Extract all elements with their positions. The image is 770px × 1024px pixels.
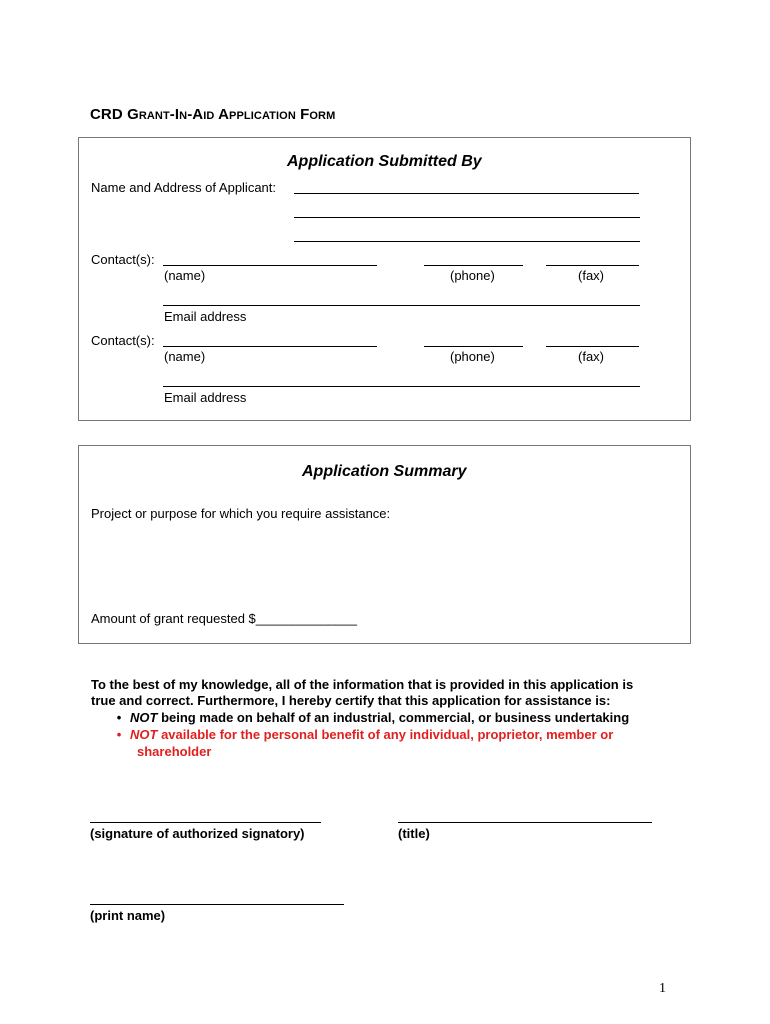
contact-1-fax-caption: (fax)	[578, 268, 604, 283]
title-field[interactable]	[398, 822, 652, 823]
certification-line-2: true and correct. Furthermore, I hereby certify that this application for assistance is:	[91, 693, 611, 708]
project-purpose-field[interactable]	[91, 526, 676, 606]
name-address-field-3[interactable]	[294, 241, 640, 242]
certification-bullet-2-continuation: shareholder	[137, 744, 212, 759]
bullet-icon: •	[116, 710, 122, 725]
bullet-1-text: being made on behalf of an industrial, commercial, or business undertaking	[157, 710, 630, 725]
page-number: 1	[659, 981, 666, 996]
print-name-caption: (print name)	[90, 908, 166, 923]
contact-2-name-field[interactable]	[163, 346, 377, 347]
contact-2-email-field[interactable]	[163, 386, 640, 387]
grant-amount-label: Amount of grant requested $______________	[91, 611, 357, 626]
summary-section-heading: Application Summary	[302, 463, 467, 480]
name-address-label: Name and Address of Applicant:	[91, 180, 277, 195]
print-name-field[interactable]	[90, 904, 344, 905]
grant-amount-field[interactable]	[270, 610, 374, 626]
contact-2-fax-caption: (fax)	[578, 349, 604, 364]
name-address-field-2[interactable]	[294, 217, 640, 218]
bullet-1-emphasis: NOT	[130, 710, 158, 725]
contact-1-fax-field[interactable]	[546, 265, 639, 266]
contact-2-name-caption: (name)	[164, 349, 206, 364]
contact-1-email-caption: Email address	[164, 309, 247, 324]
signature-caption: (signature of authorized signatory)	[90, 826, 305, 841]
contact-1-email-field[interactable]	[163, 305, 640, 306]
bullet-2-text: available for the personal benefit of any individual, proprietor, member or	[157, 727, 614, 742]
form-title: CRD Grant-In-Aid Application Form	[90, 106, 336, 123]
title-caption: (title)	[398, 826, 430, 841]
applicant-section-heading: Application Submitted By	[287, 153, 482, 170]
contact-2-fax-field[interactable]	[546, 346, 639, 347]
contact-2-phone-field[interactable]	[424, 346, 523, 347]
certification-bullet-2	[108, 727, 613, 742]
contact-1-name-caption: (name)	[164, 268, 206, 283]
signature-field[interactable]	[90, 822, 321, 823]
bullet-2-emphasis: NOT	[130, 727, 158, 742]
bullet-icon: •	[116, 727, 122, 742]
certification-bullet-1	[108, 710, 629, 725]
contact-1-phone-caption: (phone)	[450, 268, 495, 283]
certification-line-1: To the best of my knowledge, all of the information that is provided in this application is	[91, 677, 634, 692]
contact-2-label: Contact(s):	[91, 333, 155, 348]
project-purpose-label: Project or purpose for which you require assistance:	[91, 506, 391, 521]
name-address-field-1[interactable]	[294, 193, 639, 194]
contact-1-label: Contact(s):	[91, 252, 155, 267]
contact-1-phone-field[interactable]	[424, 265, 523, 266]
contact-2-phone-caption: (phone)	[450, 349, 495, 364]
contact-1-name-field[interactable]	[163, 265, 377, 266]
contact-2-email-caption: Email address	[164, 390, 247, 405]
